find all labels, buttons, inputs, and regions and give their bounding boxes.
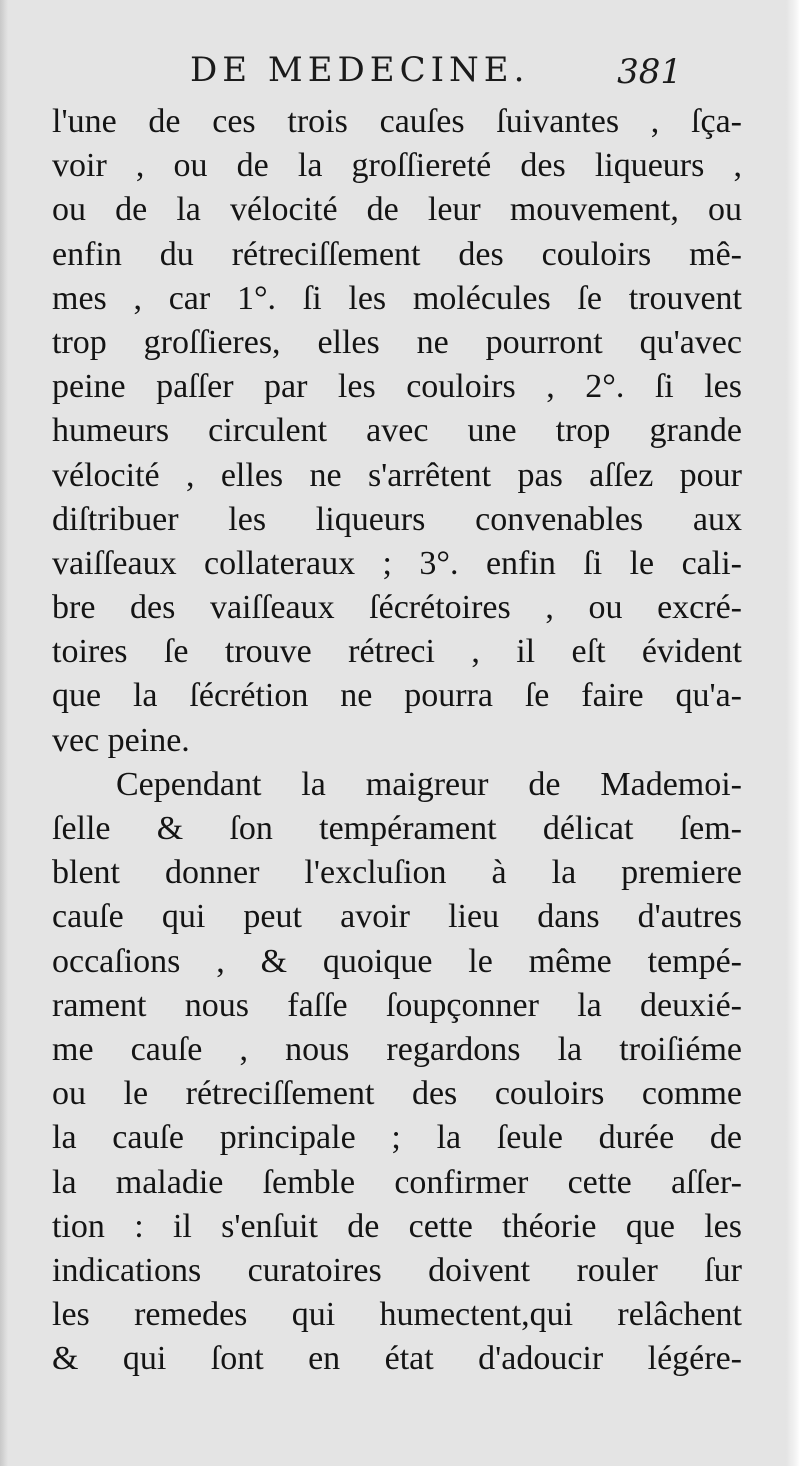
text-line: vaiſſeaux collateraux ; 3°. enfin ſi le cali-: [52, 544, 742, 582]
text-line: que la ſécrétion ne pourra ſe faire qu'a-: [52, 677, 742, 715]
text-line: tion : il s'enſuit de cette théorie que les: [52, 1207, 742, 1245]
text-line: ou de la vélocité de leur mouvement, ou: [52, 191, 742, 229]
text-line: occaſions , & quoique le même tempé-: [52, 942, 742, 980]
text-line: diſtribuer les liqueurs convenables aux: [52, 500, 742, 538]
page-gutter-shadow: [0, 0, 8, 1466]
text-line: mes , car 1°. ſi les molécules ſe trouvent: [52, 279, 742, 317]
text-line: vélocité , elles ne s'arrêtent pas aſſez pour: [52, 456, 742, 494]
running-head-title: DE MEDECINE.: [190, 50, 530, 90]
text-line: rament nous faſſe ſoupçonner la deuxié-: [52, 986, 742, 1024]
text-line: humeurs circulent avec une trop grande: [52, 412, 742, 450]
text-line: vec peine.: [52, 721, 190, 759]
text-line: les remedes qui humectent,qui relâchent: [52, 1296, 742, 1334]
text-line: Cependant la maigreur de Mademoi-: [116, 765, 742, 803]
text-line: la maladie ſemble confirmer cette aſſer-: [52, 1163, 742, 1201]
text-line: ſelle & ſon tempérament délicat ſem-: [52, 810, 742, 847]
text-line: trop groſſieres, elles ne pourront qu'avec: [52, 323, 742, 361]
text-line: & qui ſont en état d'adoucir légére-: [52, 1340, 742, 1378]
paragraph-1: [52, 100, 742, 763]
text-line: enfin du rétreciſſement des couloirs mê-: [52, 235, 742, 273]
text-line: me cauſe , nous regardons la troiſiéme: [52, 1030, 742, 1068]
page-edge: [786, 0, 800, 1466]
text-line: cauſe qui peut avoir lieu dans d'autres: [52, 898, 742, 936]
text-line: la cauſe principale ; la ſeule durée de: [52, 1119, 742, 1157]
text-line: voir , ou de la groſſiereté des liqueurs ,: [52, 147, 742, 185]
page-number: 381: [617, 52, 682, 92]
text-line: ou le rétreciſſement des couloirs comme: [52, 1075, 742, 1113]
text-line: peine paſſer par les couloirs , 2°. ſi les: [52, 368, 742, 406]
paragraph-2: [52, 763, 742, 1382]
running-head: [120, 50, 680, 98]
text-line: toires ſe trouve rétreci , il eſt évident: [52, 633, 742, 671]
text-line: bre des vaiſſeaux ſécrétoires , ou excré-: [52, 589, 742, 627]
text-line: indications curatoires doivent rouler ſur: [52, 1251, 742, 1289]
text-line: l'une de ces trois cauſes ſuivantes , ſça-: [52, 103, 742, 140]
body-text: [52, 100, 742, 1381]
text-line: blent donner l'excluſion à la premiere: [52, 854, 742, 892]
